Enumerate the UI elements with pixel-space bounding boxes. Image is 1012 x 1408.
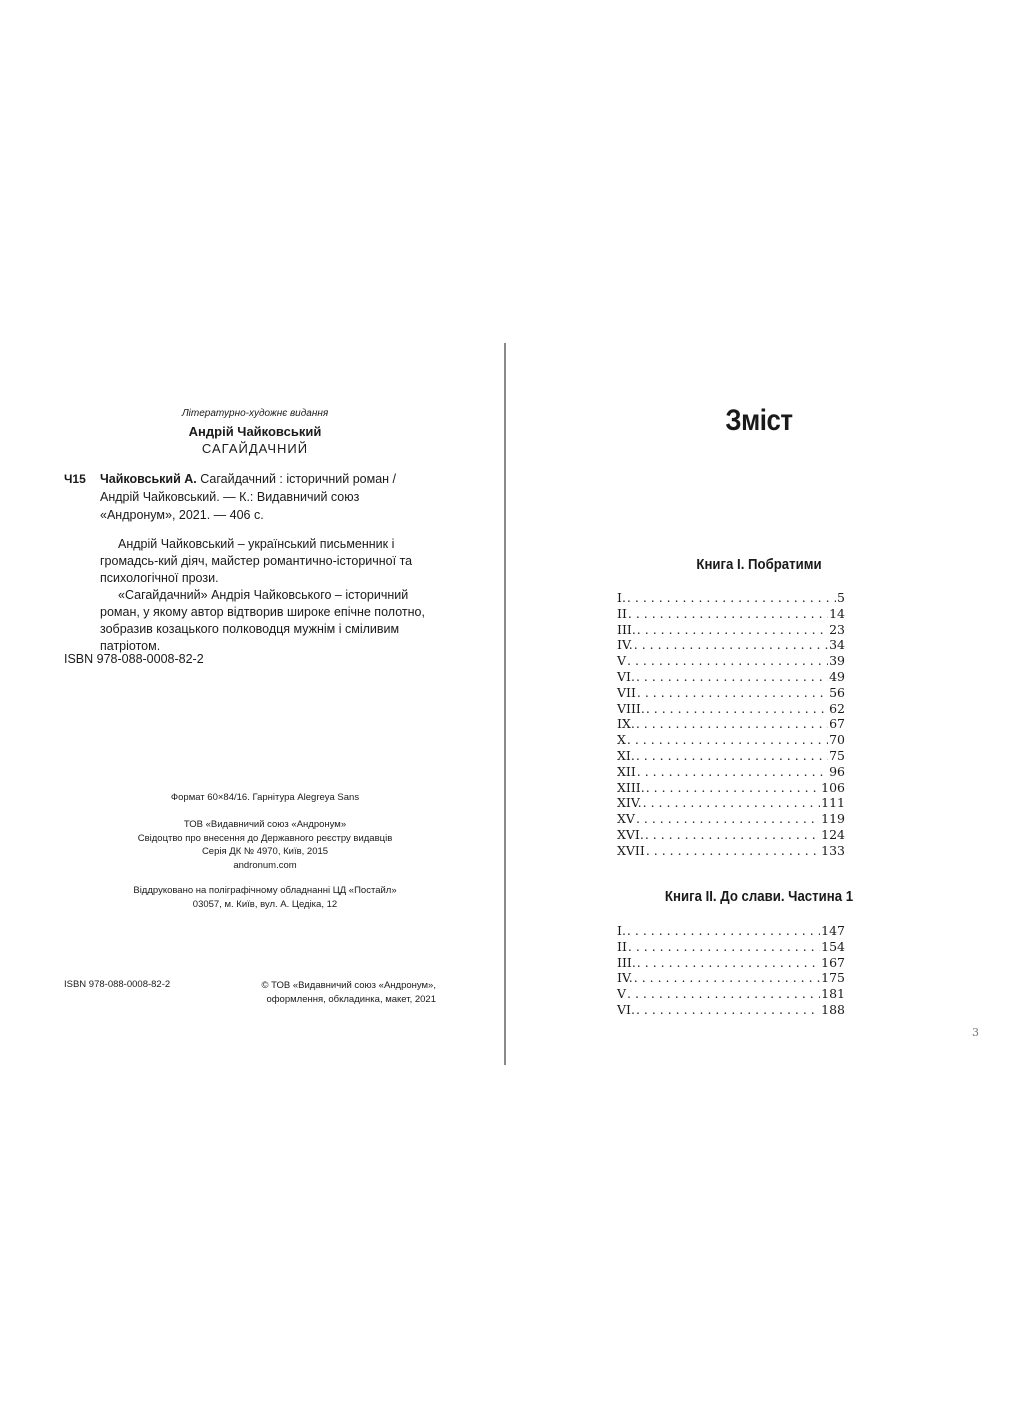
toc-chapter-number: II: [617, 605, 627, 621]
toc-chapter-number: XIII.: [617, 779, 645, 795]
annotation-paragraph: Андрій Чайковський – український письменник і громадсь-кий діяч, майстер романтично-історичної та психологічної прози.: [100, 537, 413, 585]
toc-chapter-number: III.: [617, 954, 636, 970]
toc-chapter-number: V: [617, 653, 627, 669]
copyright-line: © ТОВ «Видавничий союз «Андронум»,: [261, 980, 436, 991]
toc-leader-dots: [645, 827, 820, 843]
toc-entry[interactable]: [617, 637, 845, 653]
toc-chapter-number: XII: [617, 763, 636, 779]
toc-leader-dots: [637, 685, 828, 701]
toc-chapter-number: III.: [617, 621, 636, 637]
bibliographic-record: [100, 470, 435, 524]
toc-leader-dots: [637, 764, 828, 780]
toc-chapter-number: VI.: [617, 1001, 635, 1017]
toc-entry[interactable]: [617, 764, 845, 780]
format-line: Формат 60×84/16. Гарнітура Alegreya Sans: [170, 792, 360, 803]
toc-chapter-number: IV.: [617, 970, 633, 986]
toc-book1-list: [617, 590, 845, 859]
toc-leader-dots: [628, 606, 828, 622]
toc-leader-dots: [646, 843, 820, 859]
udc-code: Ч15: [64, 472, 86, 486]
toc-leader-dots: [628, 939, 820, 955]
toc-page-number: 147: [821, 923, 845, 938]
toc-entry[interactable]: [617, 1002, 845, 1018]
toc-leader-dots: [643, 795, 820, 811]
toc-page-number: 56: [829, 684, 845, 700]
toc-entry[interactable]: [617, 701, 845, 717]
toc-page-number: 181: [821, 986, 845, 1002]
author-name: Андрій Чайковський: [188, 424, 322, 439]
toc-entry[interactable]: [617, 780, 845, 796]
toc-entry[interactable]: [617, 685, 845, 701]
toc-leader-dots: [636, 748, 828, 764]
toc-chapter-number: II: [617, 938, 627, 954]
toc-chapter-number: IX.: [617, 716, 635, 732]
toc-chapter-number: V: [617, 986, 627, 1002]
toc-page-number: 62: [829, 700, 845, 716]
right-page: [506, 0, 1012, 1408]
toc-leader-dots: [637, 955, 820, 971]
annotation-paragraph: «Сагайдачний» Андрія Чайковського – історичний роман, у якому автор відтворив широке епічне полотно, зобразив козацького полководця мужнім і сміливим патріотом.: [100, 588, 425, 653]
imprint-format: [100, 791, 430, 805]
toc-chapter-number: VI.: [617, 668, 635, 684]
biblio-author: Чайковський А.: [100, 472, 197, 486]
copyright-line: оформлення, обкладинка, макет, 2021: [266, 994, 436, 1005]
toc-entry[interactable]: [617, 653, 845, 669]
book2-heading: Книга II. До слави. Частина 1: [664, 888, 854, 905]
isbn-bottom: ISBN 978-088-0008-82-2: [64, 979, 171, 990]
toc-page-number: 39: [829, 653, 845, 669]
toc-leader-dots: [636, 669, 828, 685]
toc-chapter-number: VIII.: [617, 700, 645, 716]
printer-address: 03057, м. Київ, вул. А. Цедіка, 12: [192, 898, 338, 910]
toc-entry[interactable]: [617, 843, 845, 859]
publisher-line: Свідоцтво про внесення до Державного реєстру видавців: [137, 832, 393, 844]
toc-leader-dots: [636, 1002, 820, 1018]
toc-entry[interactable]: [617, 939, 845, 955]
toc-page-number: 5: [837, 590, 845, 605]
toc-entry[interactable]: [617, 669, 845, 685]
toc-leader-dots: [646, 780, 820, 796]
toc-page-number: 75: [829, 747, 845, 763]
toc-entry[interactable]: [617, 955, 845, 971]
imprint-publisher: [100, 818, 430, 872]
toc-book2-list: [617, 923, 845, 1018]
toc-page-number: 70: [829, 732, 845, 748]
printer-line: Віддруковано на поліграфічному обладнанні ЦД «Постайл»: [133, 885, 397, 896]
toc-entry[interactable]: [617, 590, 845, 606]
toc-chapter-number: VII: [617, 684, 636, 700]
annotation: [100, 536, 440, 655]
toc-chapter-number: XI.: [617, 747, 635, 763]
toc-page-number: 14: [829, 605, 845, 621]
toc-chapter-number: XVII: [617, 842, 645, 858]
edition-type: Літературно-художнє видання: [181, 408, 329, 419]
book-title: САГАЙДАЧНИЙ: [201, 441, 309, 456]
toc-heading: Зміст: [725, 404, 793, 437]
toc-entry[interactable]: [617, 732, 845, 748]
toc-leader-dots: [634, 637, 828, 653]
toc-leader-dots: [627, 653, 828, 669]
toc-entry[interactable]: [617, 606, 845, 622]
isbn: ISBN 978-088-0008-82-2: [64, 652, 204, 666]
toc-entry[interactable]: [617, 827, 845, 843]
toc-page-number: 154: [821, 938, 845, 954]
toc-leader-dots: [646, 701, 828, 717]
toc-page-number: 133: [821, 842, 845, 858]
toc-leader-dots: [627, 732, 828, 748]
toc-chapter-number: XVI.: [617, 826, 644, 842]
toc-entry[interactable]: [617, 748, 845, 764]
toc-page-number: 96: [829, 763, 845, 779]
toc-page-number: 124: [821, 826, 845, 842]
toc-page-number: 34: [829, 637, 845, 653]
book1-heading: Книга I. Побратими: [696, 556, 822, 573]
toc-entry[interactable]: [617, 622, 845, 638]
toc-page-number: 111: [821, 795, 845, 811]
toc-leader-dots: [627, 986, 820, 1002]
biblio-text: Сагайдачний : історичний роман / Андрій Чайковський. — К.: Видавничий союз «Андронум», 2021. — 406 с.: [100, 472, 396, 522]
toc-page-number: 23: [829, 621, 845, 637]
publisher-line: Серія ДК № 4970, Київ, 2015: [201, 846, 329, 857]
toc-page-number: 67: [829, 716, 845, 732]
toc-leader-dots: [636, 716, 828, 732]
page-number: 3: [972, 1026, 979, 1039]
toc-chapter-number: I.: [617, 590, 626, 605]
publisher-line: ТОВ «Видавничий союз «Андронум»: [183, 819, 347, 830]
toc-chapter-number: X: [617, 732, 626, 748]
toc-entry[interactable]: [617, 716, 845, 732]
toc-page-number: 175: [821, 970, 845, 986]
copyright: [240, 979, 436, 1007]
toc-chapter-number: IV.: [617, 637, 633, 653]
toc-page-number: 167: [821, 954, 845, 970]
toc-entry[interactable]: [617, 970, 845, 986]
toc-entry[interactable]: [617, 795, 845, 811]
toc-page-number: 106: [821, 779, 845, 795]
toc-entry[interactable]: [617, 986, 845, 1002]
publisher-website: andronum.com: [233, 859, 297, 871]
toc-page-number: 188: [821, 1001, 845, 1017]
toc-entry[interactable]: [617, 811, 845, 827]
toc-leader-dots: [627, 590, 836, 606]
toc-page-number: 119: [821, 811, 845, 827]
toc-chapter-number: XV: [617, 811, 635, 827]
toc-page-number: 49: [829, 668, 845, 684]
toc-entry[interactable]: [617, 923, 845, 939]
left-page: [0, 0, 504, 1408]
toc-leader-dots: [637, 622, 828, 638]
toc-chapter-number: XIV.: [617, 795, 642, 811]
toc-chapter-number: I.: [617, 923, 626, 938]
toc-leader-dots: [627, 923, 820, 939]
toc-leader-dots: [636, 811, 820, 827]
imprint-printer: [100, 884, 430, 911]
toc-leader-dots: [634, 970, 820, 986]
